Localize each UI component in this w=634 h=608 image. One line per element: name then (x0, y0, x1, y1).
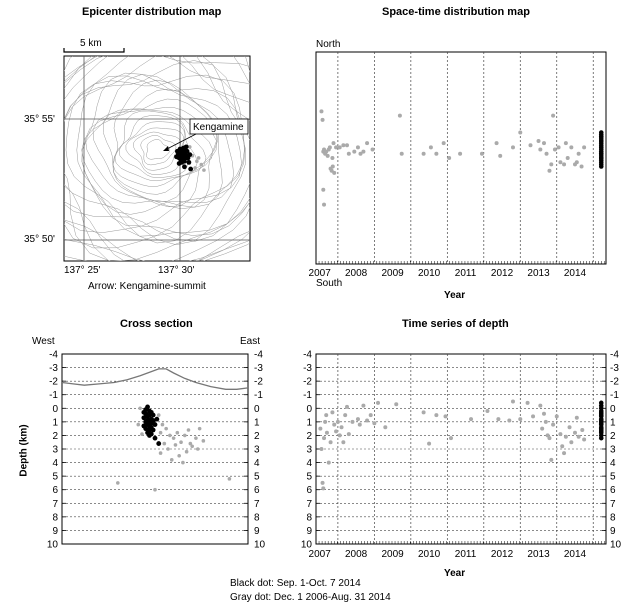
cross-section-black-dot (154, 417, 159, 422)
depth-tick-label-right: 5 (610, 471, 616, 483)
depth-tick-label-left: 1 (52, 417, 58, 429)
lat-tick-label-1: 35° 55' (24, 114, 55, 125)
time-series-black-dot (599, 410, 604, 415)
space-time-black-dot (599, 164, 604, 169)
space-time-black-dot (599, 135, 604, 140)
time-series-gray-dot (575, 416, 579, 420)
time-series-gray-dot (544, 420, 548, 424)
time-series-gray-dot (560, 444, 564, 448)
space-time-gray-dot (528, 143, 532, 147)
time-series-gray-dot (564, 435, 568, 439)
depth-tick-label-right: 4 (254, 458, 260, 470)
space-time-gray-dot (498, 154, 502, 158)
depth-tick-label-right: 1 (254, 417, 260, 429)
time-series-gray-dot (394, 402, 398, 406)
depth-tick-label-right: 4 (610, 458, 616, 470)
depth-tick-label-left: 7 (52, 498, 58, 510)
time-series-gray-dot (443, 414, 447, 418)
time-series-gray-dot (340, 425, 344, 429)
time-series-gray-dot (341, 440, 345, 444)
east-label: East (240, 336, 261, 347)
cross-section-gray-dot (228, 477, 232, 481)
depth-tick-label-right: 3 (610, 444, 616, 456)
cross-section (47, 350, 266, 551)
time-series-gray-dot (323, 420, 327, 424)
space-time-gray-dot (321, 118, 325, 122)
cross-section-gray-dot (174, 443, 178, 447)
cross-section-gray-dot (196, 447, 200, 451)
cross-section-gray-dot (177, 454, 181, 458)
depth-tick-label-left: 10 (300, 539, 312, 551)
scale-bar (64, 48, 124, 52)
depth-tick-label-left: 6 (306, 485, 312, 497)
time-series-gray-dot (325, 431, 329, 435)
cross-section-gray-dot (164, 427, 168, 431)
space-time-gray-dot (564, 141, 568, 145)
space-time-gray-dot (549, 162, 553, 166)
cross-section-black-dot (153, 422, 158, 427)
cross-section-gray-dot (166, 447, 170, 451)
space-time-gray-dot (575, 160, 579, 164)
cross-section-gray-dot (168, 434, 172, 438)
time-series-gray-dot (345, 405, 349, 409)
space-time-black-dot (599, 156, 604, 161)
depth-tick-label-right: 10 (610, 539, 622, 551)
cross-section-gray-dot (153, 488, 157, 492)
space-time-gray-dot (537, 139, 541, 143)
year-tick-label: 2008 (345, 268, 368, 279)
space-time-gray-dot (326, 154, 330, 158)
space-time-gray-dot (562, 162, 566, 166)
depth-tick-label-right: -4 (610, 349, 619, 361)
scale-bar-label: 5 km (80, 38, 102, 49)
cross-section-gray-dot (194, 436, 198, 440)
depth-tick-label-left: 6 (52, 485, 58, 497)
time-series-gray-dot (327, 461, 331, 465)
map-black-dot (184, 144, 189, 149)
space-time-gray-dot (334, 145, 338, 149)
map-caption: Arrow: Kengamine-summit (88, 281, 206, 292)
time-series-gray-dot (573, 431, 577, 435)
footnote-black-dot: Black dot: Sep. 1-Oct. 7 2014 (230, 578, 361, 589)
space-time-gray-dot (511, 145, 515, 149)
depth-tick-label-right: -2 (254, 376, 263, 388)
map-gray-dot (199, 163, 203, 167)
cross-section-black-dot (147, 424, 152, 429)
cross-section-gray-dot (202, 439, 206, 443)
space-time-gray-dot (458, 152, 462, 156)
time-series-gray-dot (330, 410, 334, 414)
cross-section-gray-dot (179, 440, 183, 444)
depth-tick-label-right: 1 (610, 417, 616, 429)
depth-tick-label-right: -3 (610, 363, 619, 375)
space-time-gray-dot (341, 143, 345, 147)
time-series-gray-dot (449, 436, 453, 440)
depth-tick-label-left: -1 (303, 390, 312, 402)
time-series-gray-dot (383, 425, 387, 429)
time-series-gray-dot (372, 421, 376, 425)
space-time-gray-dot (321, 188, 325, 192)
cross-section-gray-dot (140, 432, 144, 436)
cross-section-gray-dot (116, 481, 120, 485)
depth-tick-label-right: 7 (254, 498, 260, 510)
depth-tick-label-right: 2 (254, 430, 260, 442)
time-series-depth (301, 350, 622, 561)
cross-section-gray-dot (183, 434, 187, 438)
time-series-gray-dot (518, 417, 522, 421)
space-time-gray-dot (557, 145, 561, 149)
year-tick-label: 2013 (527, 268, 550, 279)
space-time-gray-dot (547, 169, 551, 173)
time-series-black-dot (599, 418, 604, 423)
depth-tick-label-left: 1 (306, 417, 312, 429)
time-series-gray-dot (568, 425, 572, 429)
space-time-gray-dot (442, 141, 446, 145)
cross-section-gray-dot (176, 431, 180, 435)
space-time-gray-dot (330, 156, 334, 160)
depth-tick-label-right: -3 (254, 363, 263, 375)
time-series-gray-dot (485, 409, 489, 413)
map-gray-dot (195, 159, 199, 163)
depth-tick-label-right: -4 (254, 349, 263, 361)
space-time-gray-dot (553, 148, 557, 152)
time-series-gray-dot (531, 414, 535, 418)
time-series-gray-dot (338, 433, 342, 437)
time-series-gray-dot (422, 410, 426, 414)
time-series-gray-dot (542, 412, 546, 416)
space-time-gray-dot (551, 114, 555, 118)
cross-section-gray-dot (189, 442, 193, 446)
cross-section-black-dot (141, 410, 146, 415)
space-time-gray-dot (566, 156, 570, 160)
time-series-gray-dot (538, 404, 542, 408)
cross-section-gray-dot (185, 450, 189, 454)
depth-tick-label-left: 3 (306, 444, 312, 456)
map-black-dot (175, 149, 180, 154)
depth-tick-label-left: -3 (303, 363, 312, 375)
time-series-gray-dot (526, 401, 530, 405)
time-series-gray-dot (496, 417, 500, 421)
time-series-gray-dot (365, 419, 369, 423)
cross-section-gray-dot (187, 428, 191, 432)
space-time-frame (316, 52, 606, 264)
space-time-gray-dot (545, 152, 549, 156)
epicenter-map-title: Epicenter distribution map (82, 6, 222, 18)
time-series-gray-dot (569, 440, 573, 444)
cross-section-gray-dot (163, 442, 167, 446)
year-tick-label: 2007 (308, 549, 331, 560)
cross-section-black-dot (156, 441, 161, 446)
depth-tick-label-right: 9 (610, 525, 616, 537)
space-time-gray-dot (518, 131, 522, 135)
cross-section-gray-dot (198, 427, 202, 431)
space-time-gray-dot (480, 152, 484, 156)
space-time-gray-dot (398, 114, 402, 118)
time-series-gray-dot (334, 429, 338, 433)
depth-tick-label-right: 9 (254, 525, 260, 537)
time-series-gray-dot (469, 417, 473, 421)
time-series-gray-dot (319, 447, 323, 451)
time-series-gray-dot (336, 420, 340, 424)
depth-tick-label-left: -3 (49, 363, 58, 375)
depth-tick-label-left: 8 (52, 512, 58, 524)
year-tick-label: 2010 (417, 268, 441, 279)
year-tick-label: 2012 (490, 268, 514, 279)
time-series-gray-dot (356, 417, 360, 421)
time-series-gray-dot (332, 423, 336, 427)
space-time-gray-dot (495, 141, 499, 145)
time-series-gray-dot (376, 401, 380, 405)
time-series-gray-dot (511, 400, 515, 404)
depth-tick-label-right: -1 (610, 390, 619, 402)
lon-tick-label-2: 137° 30' (158, 265, 195, 276)
time-series-gray-dot (551, 423, 555, 427)
cross-section-title: Cross section (120, 318, 193, 330)
space-time-gray-dot (371, 148, 375, 152)
time-series-xlabel: Year (444, 568, 466, 579)
map-gray-dot (197, 156, 201, 160)
year-tick-label: 2013 (527, 549, 550, 560)
depth-tick-label-left: -2 (49, 376, 58, 388)
cross-section-gray-dot (181, 461, 185, 465)
map-black-dot (177, 161, 182, 166)
depth-tick-label-left: 2 (306, 430, 312, 442)
depth-tick-label-right: 8 (610, 512, 616, 524)
depth-tick-label-right: 5 (254, 471, 260, 483)
kengamine-label: Kengamine (193, 122, 244, 133)
year-tick-label: 2009 (381, 549, 404, 560)
space-time-gray-dot (577, 152, 581, 156)
depth-tick-label-left: 4 (52, 458, 58, 470)
space-time-gray-dot (434, 152, 438, 156)
space-time-title: Space-time distribution map (382, 6, 530, 18)
depth-tick-label-right: 3 (254, 444, 260, 456)
space-time-black-dot (599, 139, 604, 144)
time-series-gray-dot (361, 404, 365, 408)
time-series-gray-dot (324, 413, 328, 417)
time-series-gray-dot (321, 486, 325, 490)
space-time-gray-dot (345, 143, 349, 147)
space-time-gray-dot (347, 152, 351, 156)
time-series-gray-dot (347, 432, 351, 436)
year-tick-label: 2011 (454, 268, 477, 279)
map-black-dot (181, 154, 186, 159)
depth-tick-label-right: -1 (254, 390, 263, 402)
depth-tick-label-left: 5 (52, 471, 58, 483)
space-time-gray-dot (331, 164, 335, 168)
space-time-black-dot (599, 145, 604, 150)
space-time-black-dot (599, 151, 604, 156)
time-series-gray-dot (318, 427, 322, 431)
year-tick-label: 2009 (381, 268, 404, 279)
space-time-map (309, 52, 606, 279)
depth-tick-label-right: 8 (254, 512, 260, 524)
map-black-dot (188, 167, 193, 172)
lat-tick-label-2: 35° 50' (24, 234, 55, 245)
space-time-gray-dot (538, 148, 542, 152)
footnote-gray-dot: Gray dot: Dec. 1 2006-Aug. 31 2014 (230, 592, 391, 603)
time-series-gray-dot (321, 481, 325, 485)
depth-tick-label-right: -2 (610, 376, 619, 388)
cross-section-black-dot (145, 418, 150, 423)
space-time-gray-dot (332, 171, 336, 175)
depth-tick-label-right: 7 (610, 498, 616, 510)
depth-tick-label-left: 4 (306, 458, 312, 470)
space-time-gray-dot (365, 141, 369, 145)
year-tick-label: 2012 (490, 549, 514, 560)
time-series-gray-dot (562, 451, 566, 455)
time-series-gray-dot (555, 414, 559, 418)
time-series-gray-dot (329, 440, 333, 444)
space-time-gray-dot (582, 145, 586, 149)
cross-section-gray-dot (157, 413, 161, 417)
time-series-gray-dot (580, 428, 584, 432)
cross-section-black-dot (145, 405, 150, 410)
year-tick-label: 2008 (345, 549, 368, 560)
space-time-gray-dot (569, 145, 573, 149)
depth-tick-label-right: 2 (610, 430, 616, 442)
time-series-gray-dot (322, 436, 326, 440)
space-time-gray-dot (322, 203, 326, 207)
map-black-dot (186, 160, 191, 165)
time-series-gray-dot (369, 413, 373, 417)
cross-section-gray-dot (138, 406, 142, 410)
depth-axis-label: Depth (km) (18, 424, 30, 477)
cross-section-gray-dot (172, 436, 176, 440)
space-time-gray-dot (429, 145, 433, 149)
space-time-gray-dot (338, 145, 342, 149)
year-tick-label: 2007 (308, 268, 331, 279)
time-series-gray-dot (582, 438, 586, 442)
west-label: West (32, 336, 55, 347)
space-time-gray-dot (361, 150, 365, 154)
depth-tick-label-left: 0 (306, 403, 312, 415)
depth-tick-label-right: 0 (254, 403, 260, 415)
depth-tick-label-left: 5 (306, 471, 312, 483)
space-time-gray-dot (558, 160, 562, 164)
time-series-gray-dot (358, 423, 362, 427)
time-series-title: Time series of depth (402, 318, 509, 330)
cross-section-gray-dot (170, 458, 174, 462)
time-series-gray-dot (507, 419, 511, 423)
space-time-gray-dot (580, 164, 584, 168)
depth-tick-label-left: 8 (306, 512, 312, 524)
cross-section-black-dot (153, 436, 158, 441)
map-black-dot (182, 164, 187, 169)
depth-tick-label-left: -1 (49, 390, 58, 402)
space-time-gray-dot (542, 141, 546, 145)
map-gray-dot (193, 166, 197, 170)
cross-section-gray-dot (159, 451, 163, 455)
depth-tick-label-left: 0 (52, 403, 58, 415)
time-series-gray-dot (427, 442, 431, 446)
time-series-gray-dot (343, 413, 347, 417)
depth-tick-label-left: -4 (303, 349, 312, 361)
year-tick-label: 2011 (454, 549, 477, 560)
depth-tick-label-right: 0 (610, 403, 616, 415)
cross-section-gray-dot (159, 431, 163, 435)
time-series-gray-dot (434, 413, 438, 417)
space-time-gray-dot (356, 145, 360, 149)
time-series-gray-dot (547, 436, 551, 440)
space-time-gray-dot (332, 141, 336, 145)
epicenter-map (4, 21, 322, 271)
year-tick-label: 2014 (563, 268, 587, 279)
depth-tick-label-left: -2 (303, 376, 312, 388)
depth-tick-label-left: 9 (306, 525, 312, 537)
map-black-dot (187, 152, 192, 157)
time-series-black-dot (599, 429, 604, 434)
time-series-gray-dot (540, 427, 544, 431)
year-tick-label: 2014 (563, 549, 587, 560)
cross-section-gray-dot (161, 423, 165, 427)
space-time-gray-dot (447, 156, 451, 160)
cross-section-black-dot (149, 432, 154, 437)
time-series-black-dot (599, 436, 604, 441)
cross-section-gray-dot (136, 423, 140, 427)
depth-tick-label-left: 10 (46, 539, 58, 551)
map-gray-dot (202, 168, 206, 172)
year-tick-label: 2010 (417, 549, 441, 560)
depth-tick-label-left: 9 (52, 525, 58, 537)
space-time-gray-dot (328, 145, 332, 149)
space-time-gray-dot (422, 152, 426, 156)
time-series-gray-dot (549, 458, 553, 462)
time-series-gray-dot (577, 435, 581, 439)
depth-tick-label-left: 3 (52, 444, 58, 456)
depth-tick-label-right: 10 (254, 539, 266, 551)
space-time-gray-dot (352, 150, 356, 154)
depth-tick-label-right: 6 (610, 485, 616, 497)
depth-tick-label-left: 7 (306, 498, 312, 510)
cross-section-black-dot (149, 410, 154, 415)
south-label: South (316, 278, 343, 289)
depth-tick-label-left: -4 (49, 349, 58, 361)
time-series-gray-dot (558, 432, 562, 436)
time-series-gray-dot (350, 420, 354, 424)
space-time-gray-dot (400, 152, 404, 156)
space-time-xlabel: Year (444, 290, 466, 301)
depth-tick-label-left: 2 (52, 430, 58, 442)
depth-tick-label-right: 6 (254, 485, 260, 497)
space-time-gray-dot (319, 109, 323, 113)
lon-tick-label-1: 137° 25' (64, 265, 101, 276)
north-label: North (316, 39, 341, 50)
